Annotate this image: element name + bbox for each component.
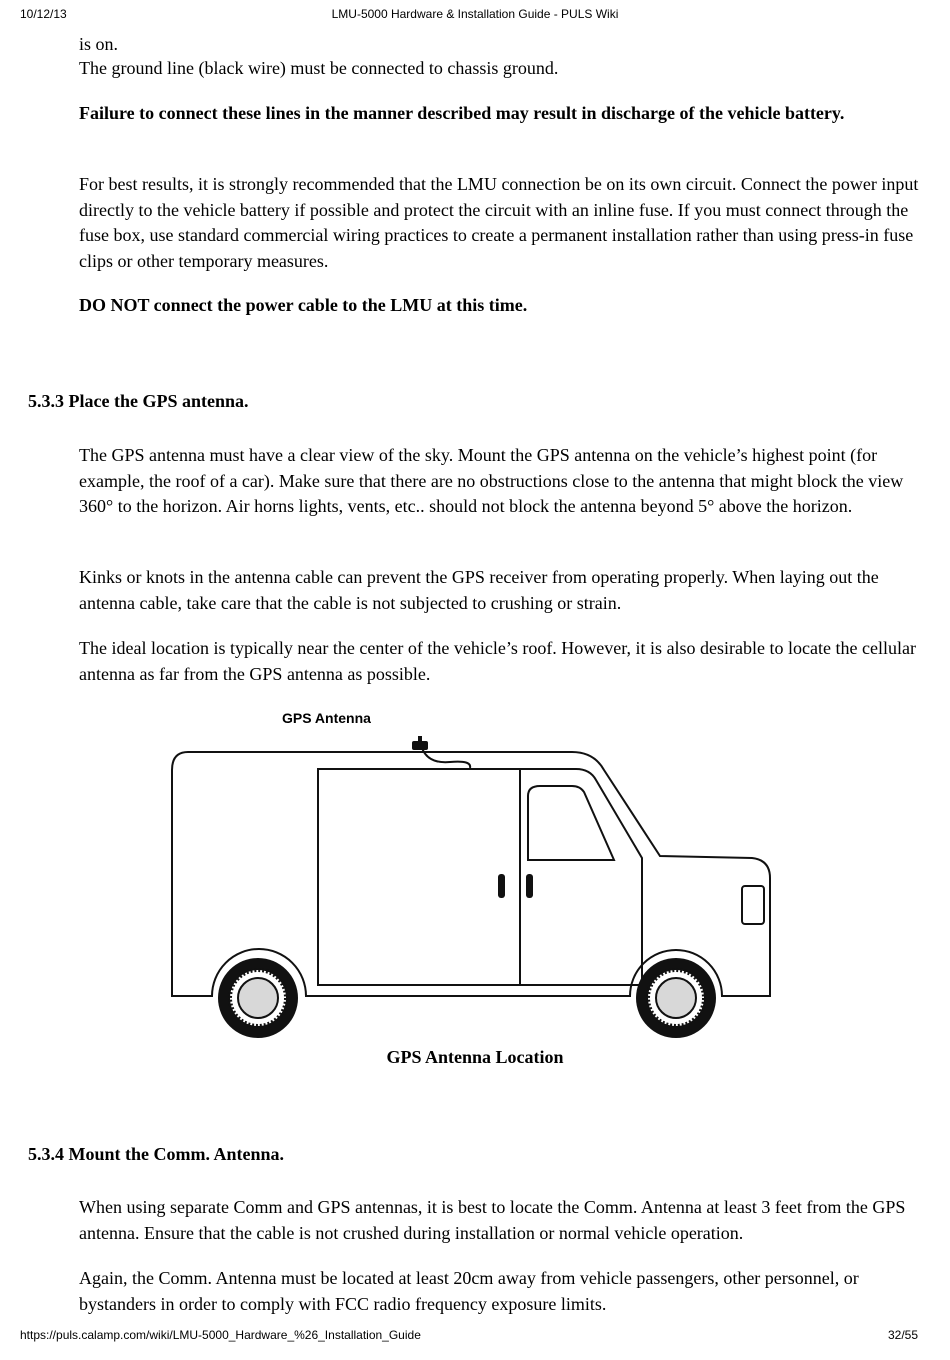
- front-wheel: [636, 958, 716, 1038]
- section-heading-5-3-4: 5.3.4 Mount the Comm. Antenna.: [28, 1144, 285, 1164]
- page-number: 32/55: [887, 1328, 918, 1342]
- rear-wheel: [218, 958, 298, 1038]
- paragraph-gps-clear-view: The GPS antenna must have a clear view of the sky. Mount the GPS antenna on the vehicle’s highest point (for example, the roof of a car). Make sure that there are no obstructions close to the antenna that might block the view 360° to the horizon. Air horns lights, vents, etc.. should not block the antenna beyond 5° above the horizon.: [79, 445, 904, 516]
- print-title: LMU-5000 Hardware & Installation Guide - PULS Wiki: [331, 7, 619, 21]
- paragraph-kinks: Kinks or knots in the antenna cable can prevent the GPS receiver from operating properly. When laying out the antenna cable, take care that the cable is not subjected to crushing or strain.: [79, 567, 879, 613]
- print-footer: [0, 1328, 950, 1352]
- paragraph-failure-warning: Failure to connect these lines in the manner described may result in discharge of the vehicle battery.: [79, 103, 845, 123]
- paragraph-is-on: is on.: [79, 34, 119, 54]
- page-url: https://puls.calamp.com/wiki/LMU-5000_Hardware_%26_Installation_Guide: [20, 1328, 421, 1342]
- figure-label: GPS Antenna: [282, 710, 371, 726]
- door-handle-left: [498, 874, 505, 898]
- van-figure: [160, 700, 780, 1050]
- gps-antenna-marker: [412, 736, 428, 750]
- van-illustration: [160, 700, 780, 1050]
- door-handle-right: [526, 874, 533, 898]
- paragraph-best-results: For best results, it is strongly recommended that the LMU connection be on its own circuit. Connect the power input directly to the vehicle battery if possible and protect the circuit with an inline fuse. If you must connect through the fuse box, use standard commercial wiring practices to create a permanent installation rather than using press-in fuse clips or other temporary measures.: [79, 174, 919, 271]
- paragraph-fcc-exposure: Again, the Comm. Antenna must be located at least 20cm away from vehicle passengers, other personnel, or bystanders in order to comply with FCC radio frequency exposure limits.: [79, 1268, 859, 1314]
- figure-caption: GPS Antenna Location: [386, 1047, 564, 1067]
- paragraph-separate-antennas: When using separate Comm and GPS antennas, it is best to locate the Comm. Antenna at least 3 feet from the GPS antenna. Ensure that the cable is not crushed during installation or normal vehicle operation.: [79, 1197, 906, 1243]
- paragraph-ground-line: The ground line (black wire) must be connected to chassis ground.: [79, 58, 559, 78]
- print-header: [0, 0, 950, 28]
- paragraph-do-not-connect: DO NOT connect the power cable to the LMU at this time.: [79, 295, 528, 315]
- section-heading-5-3-3: 5.3.3 Place the GPS antenna.: [28, 391, 249, 411]
- paragraph-ideal-location: The ideal location is typically near the center of the vehicle’s roof. However, it is also desirable to locate the cellular antenna as far from the GPS antenna as possible.: [79, 638, 916, 684]
- print-date: 10/12/13: [20, 7, 67, 21]
